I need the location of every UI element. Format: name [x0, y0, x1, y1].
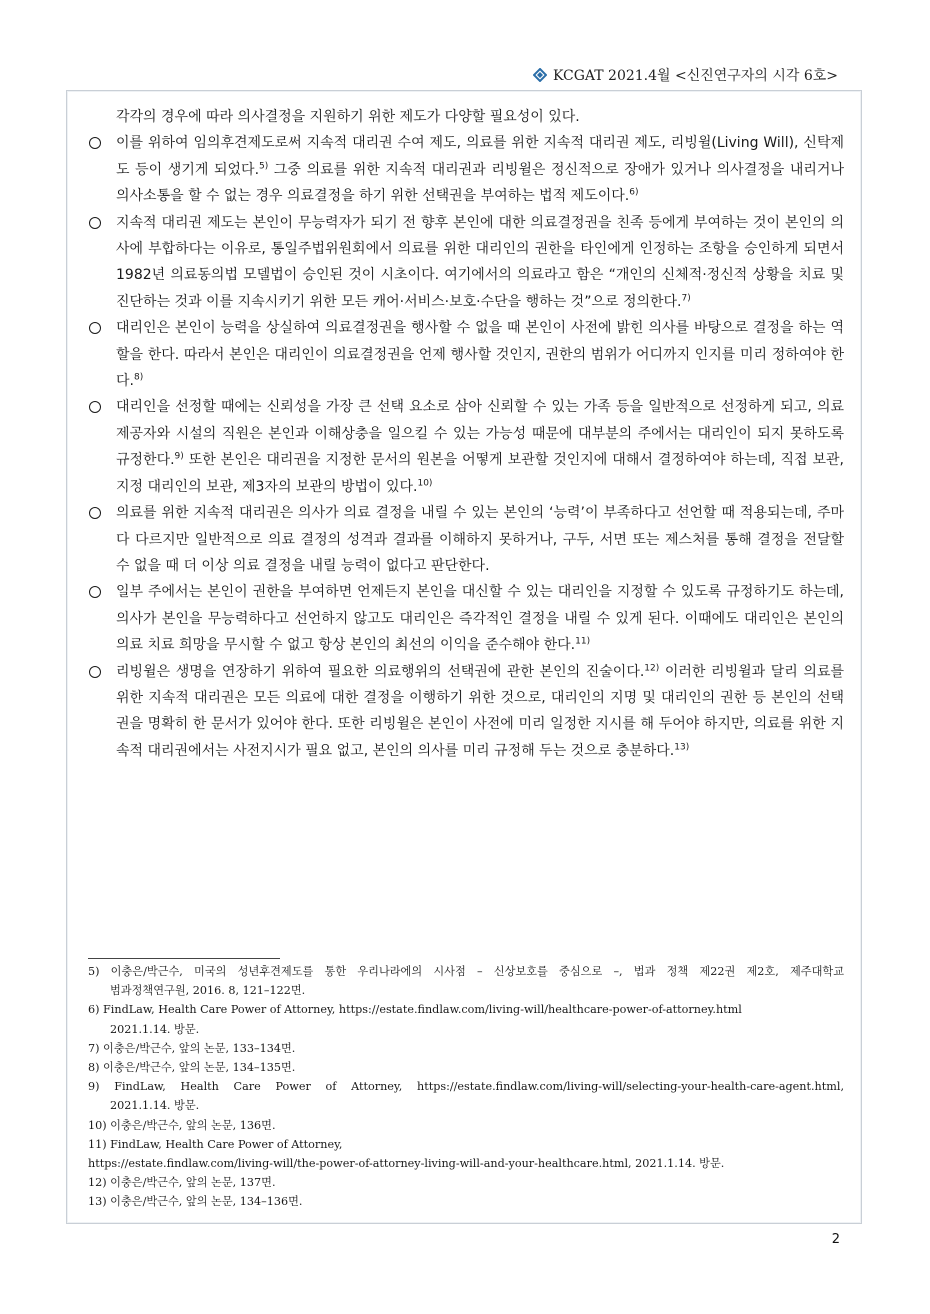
bullet-circle-icon: [89, 322, 101, 334]
footnote: 5) 이충은/박근수, 미국의 성년후견제도를 통한 우리나라에의 시사점 – 신상보호를 중심으로 –, 법과 정책 제22권 제2호, 제주대학교 범과정책연구원, 2016. 8, 121–122면.: [88, 965, 844, 998]
footnote-ref: 13): [674, 742, 690, 753]
footnote: 12) 이충은/박근수, 앞의 논문, 137면.: [88, 1176, 276, 1190]
bullet-circle-icon: [89, 666, 101, 678]
footnote: 11) FindLaw, Health Care Power of Attorney, https://estate.findlaw.com/living-will/the-power-of-attorney-living-will-and-your-healthcare.html, 2021.1.14. 방문.: [88, 1137, 725, 1171]
bullet-paragraph: 이를 위하여 임의후견제도로써 지속적 대리권 수여 제도, 의료를 위한 지속적 대리권 제도, 리빙윌(Living Will), 신탁제도 등이 생기게 되었다.$^{5)}$ 그중 의료를 위한 지속적 대리권과 리빙윌은 정신적으로 장애가 있거나 의사결정을 내리거나 의사소통을 할 수 없는 경우 의료결정을 하기 위한 선택권을 부여하는 법적 제도이다.$^{6)}$: [88, 130, 844, 209]
footnote-ref: 6): [629, 187, 639, 198]
bullet-paragraph: 의료를 위한 지속적 대리권은 의사가 의료 결정을 내릴 수 있는 본인의 ‘능력’이 부족하다고 선언할 때 적용되는데, 주마다 다르지만 일반적으로 의료 결정의 성격과 결과를 이해하지 못하거나, 구두, 서면 또는 제스처를 통해 결정을 전달할 수 없을 때 더 이상 의료 결정을 내릴 능력이 없다고 판단한다.: [88, 500, 844, 579]
diamond-arrow-icon: [533, 68, 547, 82]
footnote-ref: 9): [174, 451, 184, 462]
footnote: 13) 이충은/박근수, 앞의 논문, 134–136면.: [88, 1195, 303, 1209]
footnote: 8) 이충은/박근수, 앞의 논문, 134–135면.: [88, 1061, 296, 1075]
page-header: [533, 62, 838, 88]
footnote-ref: 12): [644, 662, 660, 673]
footnote-ref: 8): [133, 372, 144, 383]
bullet-paragraph: 대리인은 본인이 능력을 상실하여 의료결정권을 행사할 수 없을 때 본인이 사전에 밝힌 의사를 바탕으로 결정을 하는 역할을 한다. 따라서 본인은 대리인이 의료결정권을 언제 행사할 것인지, 권한의 범위가 어디까지 인지를 미리 정하여야 한다.$^{8)}$: [88, 315, 844, 394]
bullet-circle-icon: [89, 507, 101, 519]
footnote-divider: [88, 958, 280, 959]
footnote: 10) 이충은/박근수, 앞의 논문, 136면.: [88, 1118, 276, 1132]
bullet-paragraph: 리빙윌은 생명을 연장하기 위하여 필요한 의료행위의 선택권에 관한 본인의 진술이다.$^{12)}$ 이러한 리빙윌과 달리 의료를 위한 지속적 대리권은 모든 의료에 대한 결정을 이행하기 위한 것으로, 대리인의 지명 및 대리인의 권한 등 본인의 선택권을 명확히 한 문서가 있어야 한다. 또한 리빙윌은 본인이 사전에 미리 일정한 지시를 해 두어야 하지만, 의료를 위한 지속적 대리권에서는 사전지시가 필요 없고, 본인의 의사를 미리 규정해 두는 것으로 충분하다.$^{13)}$: [88, 659, 844, 765]
bullet-circle-icon: [89, 401, 101, 413]
bullet-circle-icon: [89, 586, 101, 598]
footnote-ref: 11): [575, 636, 591, 647]
footnote: 6) FindLaw, Health Care Power of Attorney, https://estate.findlaw.com/living-will/healthcare-power-of-attorney.html 2021.1.14. 방문.: [88, 1003, 742, 1036]
footnote-ref: 5): [259, 161, 269, 172]
footnote: 9) FindLaw, Health Care Power of Attorney, https://estate.findlaw.com/living-will/selecting-your-health-care-agent.html, 2021.1.14. 방문.: [88, 1080, 844, 1113]
footnote-ref: 7): [681, 293, 691, 304]
footnotes: [88, 962, 844, 1212]
bullet-circle-icon: [89, 217, 101, 229]
bullet-paragraph: 대리인을 선정할 때에는 신뢰성을 가장 큰 선택 요소로 삼아 신뢰할 수 있는 가족 등을 일반적으로 선정하게 되고, 의료제공자와 시설의 직원은 본인과 이해상충을 일으킬 수 있는 가능성 때문에 대부분의 주에서는 대리인이 되지 못하도록 규정한다.$^{9)}$ 또한 본인은 대리권을 지정한 문서의 원본을 어떻게 보관할 것인지에 대해서 결정하여야 하는데, 직접 보관, 지정 대리인의 보관, 제3자의 보관의 방법이 있다.$^{10)}$: [88, 394, 844, 500]
footnote: 7) 이충은/박근수, 앞의 논문, 133–134면.: [88, 1041, 296, 1055]
bullet-circle-icon: [89, 137, 101, 149]
page-number: 2: [831, 1232, 840, 1247]
header-title: KCGAT 2021.4월 <신진연구자의 시각 6호>: [552, 68, 838, 84]
bullet-paragraph: 일부 주에서는 본인이 권한을 부여하면 언제든지 본인을 대신할 수 있는 대리인을 지정할 수 있도록 규정하기도 하는데, 의사가 본인을 무능력하다고 선언하지 않고도 대리인은 즉각적인 결정을 내릴 수 있게 된다. 이때에도 대리인은 본인의 의료 치료 희망을 무시할 수 없고 항상 본인의 최선의 이익을 준수해야 한다.$^{11)}$: [88, 579, 844, 658]
body-text: [88, 104, 844, 764]
footnote-ref: 10): [417, 478, 433, 489]
continued-paragraph: 각각의 경우에 따라 의사결정을 지원하기 위한 제도가 다양할 필요성이 있다.: [116, 109, 580, 125]
bullet-paragraph: 지속적 대리권 제도는 본인이 무능력자가 되기 전 향후 본인에 대한 의료결정권을 친족 등에게 부여하는 것이 본인의 의사에 부합하다는 이유로, 통일주법위원회에서 의료를 위한 대리인의 권한을 타인에게 인정하는 조항을 승인하게 되면서 1982년 의료동의법 모델법이 승인된 것이 시초이다. 여기에서의 의료라고 함은 “개인의 신체적·정신적 상황을 치료 및 진단하는 것과 이를 지속시키기 위한 모든 캐어·서비스·보호·수단을 행하는 것”으로 정의한다.$^{7)}$: [88, 210, 844, 316]
